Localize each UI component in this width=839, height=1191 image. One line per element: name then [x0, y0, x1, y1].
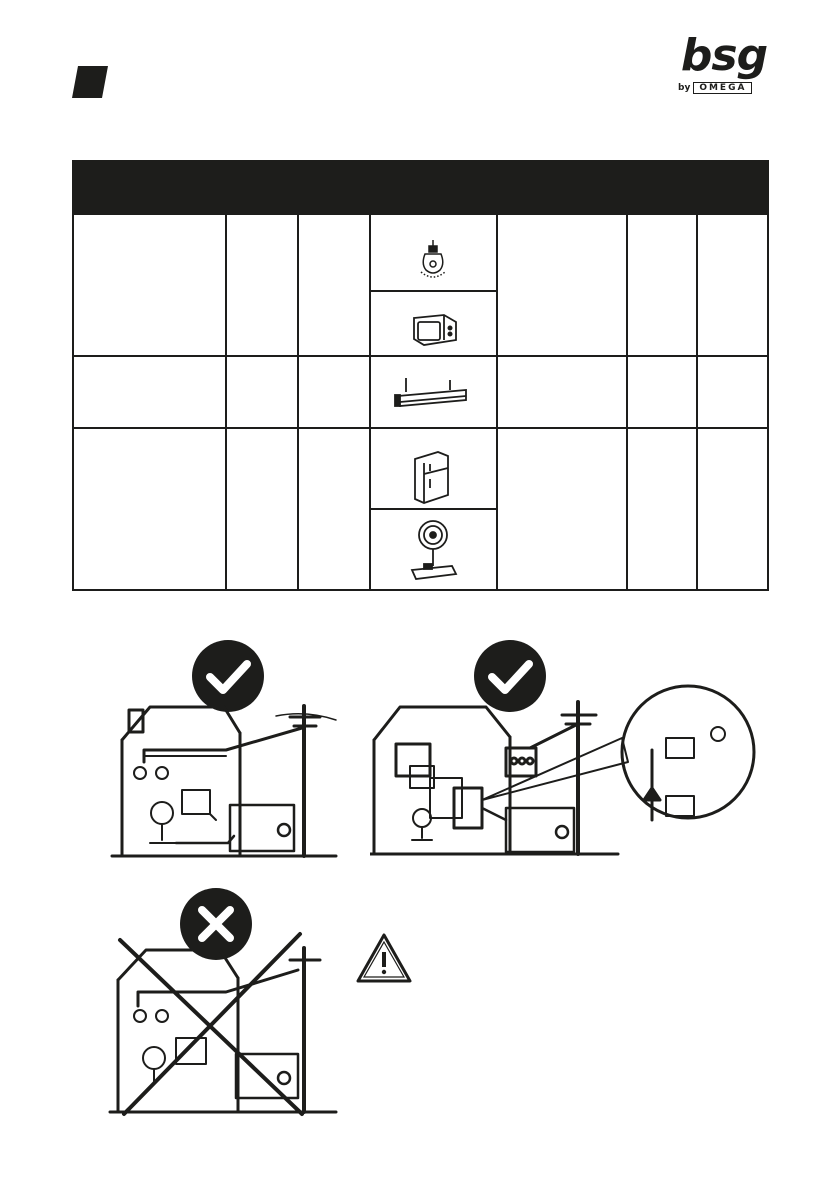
power-pole-drawing — [276, 706, 336, 856]
section-marker — [72, 66, 108, 98]
television-icon — [176, 1038, 206, 1064]
electric-fan-icon — [412, 809, 432, 840]
electric-fan-icon — [143, 1047, 165, 1084]
fluorescent-lamp-icon — [395, 378, 466, 406]
check-icon — [474, 640, 546, 712]
brand-logo-by: by — [678, 83, 691, 93]
appliance-table — [72, 214, 769, 591]
illustration-unsafe-connection — [106, 888, 342, 1120]
light-bulb-icon — [134, 1010, 168, 1022]
cross-out-lines — [120, 934, 302, 1114]
warning-triangle-icon — [355, 932, 413, 984]
brand-logo-maker: OMEGA — [693, 82, 752, 94]
refrigerator-icon — [415, 452, 448, 503]
light-bulb-icon — [134, 767, 168, 779]
table-border — [73, 214, 768, 590]
column-dividers — [226, 214, 697, 590]
electric-fan-icon — [412, 521, 456, 579]
generator-drawing — [482, 808, 574, 852]
generator-drawing — [176, 805, 294, 851]
brand-logo-byline — [678, 82, 752, 94]
electric-fan-icon — [150, 802, 176, 843]
illustration-transfer-switch — [370, 640, 770, 880]
table-header — [72, 160, 769, 214]
transfer-switch-drawing — [430, 778, 482, 828]
television-icon — [182, 790, 216, 820]
brand-logo — [676, 30, 772, 98]
check-icon — [192, 640, 264, 712]
light-bulb-icon — [421, 240, 445, 277]
house-drawing — [370, 707, 618, 854]
brand-logo-wordmark: bsg — [680, 30, 768, 81]
television-icon — [414, 315, 456, 345]
illustration-direct-connection — [106, 640, 342, 870]
